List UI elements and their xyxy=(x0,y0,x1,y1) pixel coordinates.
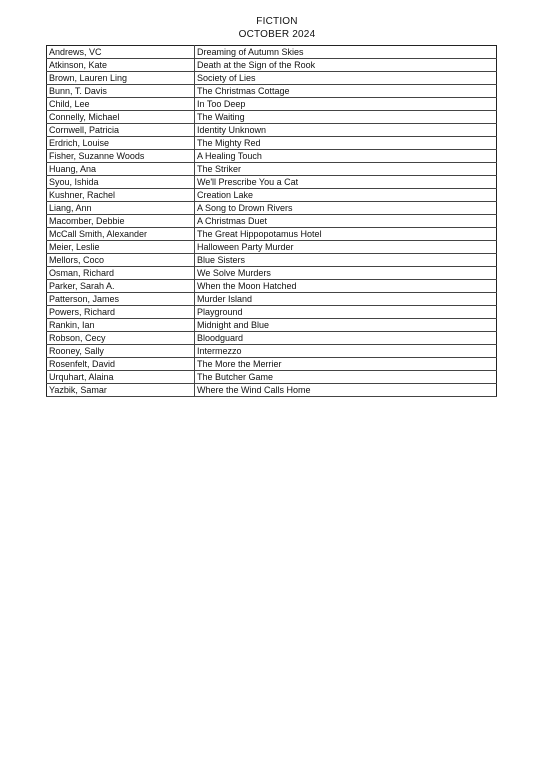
table-row xyxy=(47,137,497,150)
author-cell: Atkinson, Kate xyxy=(47,59,195,72)
author-cell: Mellors, Coco xyxy=(47,254,195,267)
book-title-cell: A Song to Drown Rivers xyxy=(195,202,497,215)
table-row xyxy=(47,189,497,202)
table-row xyxy=(47,202,497,215)
book-title-cell: The Butcher Game xyxy=(195,371,497,384)
author-cell: Parker, Sarah A. xyxy=(47,280,195,293)
table-row xyxy=(47,215,497,228)
table-row xyxy=(47,176,497,189)
book-title-cell: Halloween Party Murder xyxy=(195,241,497,254)
table-row xyxy=(47,371,497,384)
book-title-cell: Midnight and Blue xyxy=(195,319,497,332)
table-row xyxy=(47,254,497,267)
author-cell: Patterson, James xyxy=(47,293,195,306)
author-cell: Andrews, VC xyxy=(47,46,195,59)
author-cell: Connelly, Michael xyxy=(47,111,195,124)
author-cell: Liang, Ann xyxy=(47,202,195,215)
author-cell: Erdrich, Louise xyxy=(47,137,195,150)
author-cell: Powers, Richard xyxy=(47,306,195,319)
table-row xyxy=(47,46,497,59)
author-cell: Yazbik, Samar xyxy=(47,384,195,397)
author-cell: Child, Lee xyxy=(47,98,195,111)
book-title-cell: Intermezzo xyxy=(195,345,497,358)
table-row xyxy=(47,59,497,72)
book-list-table xyxy=(46,45,497,397)
author-cell: Rosenfelt, David xyxy=(47,358,195,371)
table-row xyxy=(47,345,497,358)
table-row xyxy=(47,72,497,85)
author-cell: McCall Smith, Alexander xyxy=(47,228,195,241)
book-title-cell: We Solve Murders xyxy=(195,267,497,280)
book-title-cell: Blue Sisters xyxy=(195,254,497,267)
book-title-cell: The Striker xyxy=(195,163,497,176)
book-title-cell: In Too Deep xyxy=(195,98,497,111)
book-title-cell: Society of Lies xyxy=(195,72,497,85)
table-row xyxy=(47,163,497,176)
table-row xyxy=(47,228,497,241)
table-row xyxy=(47,241,497,254)
book-title-cell: Playground xyxy=(195,306,497,319)
author-cell: Rankin, Ian xyxy=(47,319,195,332)
book-title-cell: Murder Island xyxy=(195,293,497,306)
table-row xyxy=(47,293,497,306)
table-row xyxy=(47,332,497,345)
table-row xyxy=(47,85,497,98)
book-title-cell: Bloodguard xyxy=(195,332,497,345)
author-cell: Cornwell, Patricia xyxy=(47,124,195,137)
book-title-cell: Identity Unknown xyxy=(195,124,497,137)
book-title-cell: The Mighty Red xyxy=(195,137,497,150)
list-category-heading: FICTION xyxy=(256,16,298,27)
book-title-cell: We'll Prescribe You a Cat xyxy=(195,176,497,189)
book-title-cell: Death at the Sign of the Rook xyxy=(195,59,497,72)
author-cell: Brown, Lauren Ling xyxy=(47,72,195,85)
table-row xyxy=(47,150,497,163)
table-row xyxy=(47,319,497,332)
table-row xyxy=(47,358,497,371)
book-list-body xyxy=(47,46,497,397)
list-month-heading: OCTOBER 2024 xyxy=(238,29,316,40)
author-cell: Osman, Richard xyxy=(47,267,195,280)
book-title-cell: The Great Hippopotamus Hotel xyxy=(195,228,497,241)
author-cell: Kushner, Rachel xyxy=(47,189,195,202)
author-cell: Bunn, T. Davis xyxy=(47,85,195,98)
book-title-cell: A Christmas Duet xyxy=(195,215,497,228)
author-cell: Syou, Ishida xyxy=(47,176,195,189)
author-cell: Urquhart, Alaina xyxy=(47,371,195,384)
book-title-cell: Where the Wind Calls Home xyxy=(195,384,497,397)
table-row xyxy=(47,280,497,293)
book-title-cell: When the Moon Hatched xyxy=(195,280,497,293)
table-row xyxy=(47,384,497,397)
book-title-cell: Dreaming of Autumn Skies xyxy=(195,46,497,59)
author-cell: Macomber, Debbie xyxy=(47,215,195,228)
book-title-cell: The More the Merrier xyxy=(195,358,497,371)
book-title-cell: Creation Lake xyxy=(195,189,497,202)
author-cell: Fisher, Suzanne Woods xyxy=(47,150,195,163)
table-row xyxy=(47,267,497,280)
table-row xyxy=(47,111,497,124)
table-row xyxy=(47,98,497,111)
book-title-cell: The Christmas Cottage xyxy=(195,85,497,98)
author-cell: Huang, Ana xyxy=(47,163,195,176)
book-title-cell: A Healing Touch xyxy=(195,150,497,163)
book-title-cell: The Waiting xyxy=(195,111,497,124)
table-row xyxy=(47,124,497,137)
author-cell: Rooney, Sally xyxy=(47,345,195,358)
author-cell: Meier, Leslie xyxy=(47,241,195,254)
author-cell: Robson, Cecy xyxy=(47,332,195,345)
table-row xyxy=(47,306,497,319)
